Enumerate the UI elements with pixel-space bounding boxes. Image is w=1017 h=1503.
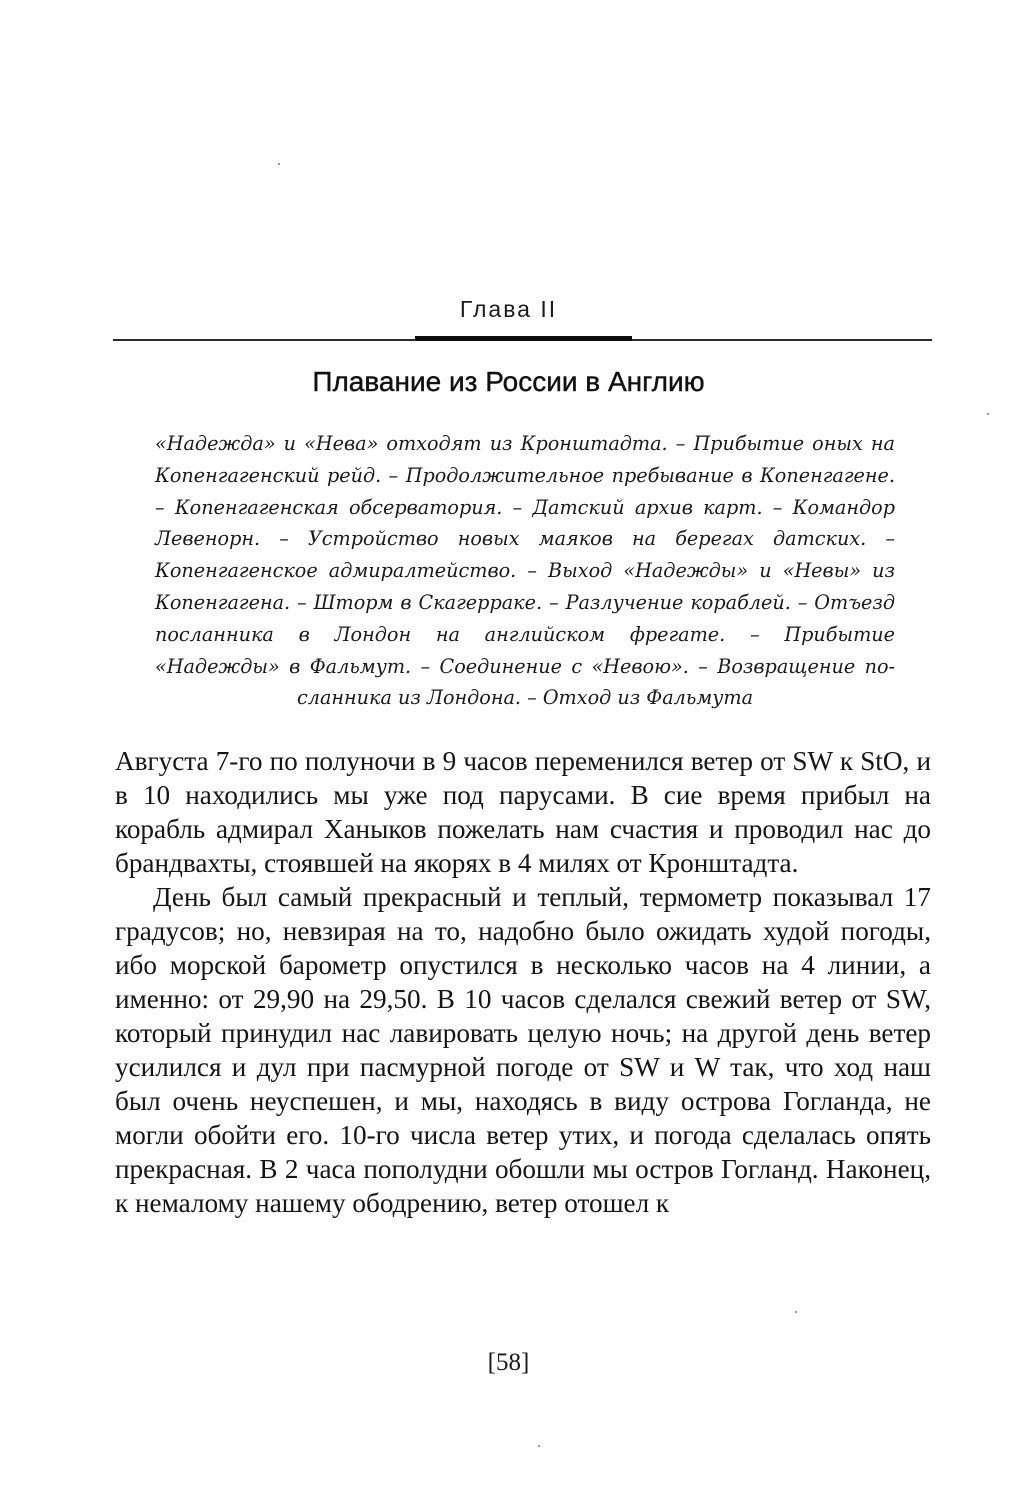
chapter-title: Плавание из России в Англию: [312, 366, 705, 397]
body-text: [115, 744, 931, 1220]
chapter-label: Глава II: [459, 296, 558, 322]
scan-speck: [538, 1445, 540, 1447]
paragraph: День был самый прекрасный и теплый, термометр показывал 17 градусов; но, невзирая на то, надобно было ожидать худой погоды, ибо морской барометр опустился в несколько часов на 4 линии, а именно: от 29,90 на 29,50. В 10 часов сделался свежий ветер от SW, который принудил нас лавировать целую ночь; на другой день ветер усилился и дул при пасмурной погоде от SW и W так, что ход наш был очень неуспешен, и мы, находясь в виду острова Гогланда, не могли обойти его. 10-го числа ветер утих, и погода сделалась опять прекрасная. В 2 часа пополудни обошли мы остров Гогланд. Наконец, к немалому нашему ободрению, ветер отошел к: [115, 882, 931, 1218]
chapter-synopsis: «Надежда» и «Нева» отходят из Кронштадта. – Прибытие оных на Копенгагенский рейд. – Продолжительное пребывание в Копенгагене. – Копенгагенская обсерватория. – Датский архив карт. – Командор Левенорн. – Устройство новых маяков на берегах датских. – Копенгагенское адмиралтейство. – Выход «Надежды» и «Невы» из Копенгагена. – Шторм в Скагерраке. – Разлучение кораблей. – Отъезд посланника в Лондон на английском фрегате. – Прибытие «Надежды» в Фальмут. – Соединение с «Невою». – Возвращение посланника из Лондона. – Отход из Фальмута: [155, 432, 895, 710]
scan-speck: [987, 413, 989, 415]
chapter-divider-accent: [415, 336, 632, 341]
page-number: [58]: [487, 1349, 530, 1376]
scan-speck: [795, 1311, 797, 1313]
paragraph: Августа 7-го по полуночи в 9 часов переменился ветер от SW к StO, и в 10 находились мы уже под парусами. В сие время прибыл на корабль адмирал Ханыков пожелать нам счастия и проводил нас до брандвахты, стоявшей на якорях в 4 милях от Кронштадта.: [115, 746, 931, 878]
scan-speck: [278, 163, 280, 165]
